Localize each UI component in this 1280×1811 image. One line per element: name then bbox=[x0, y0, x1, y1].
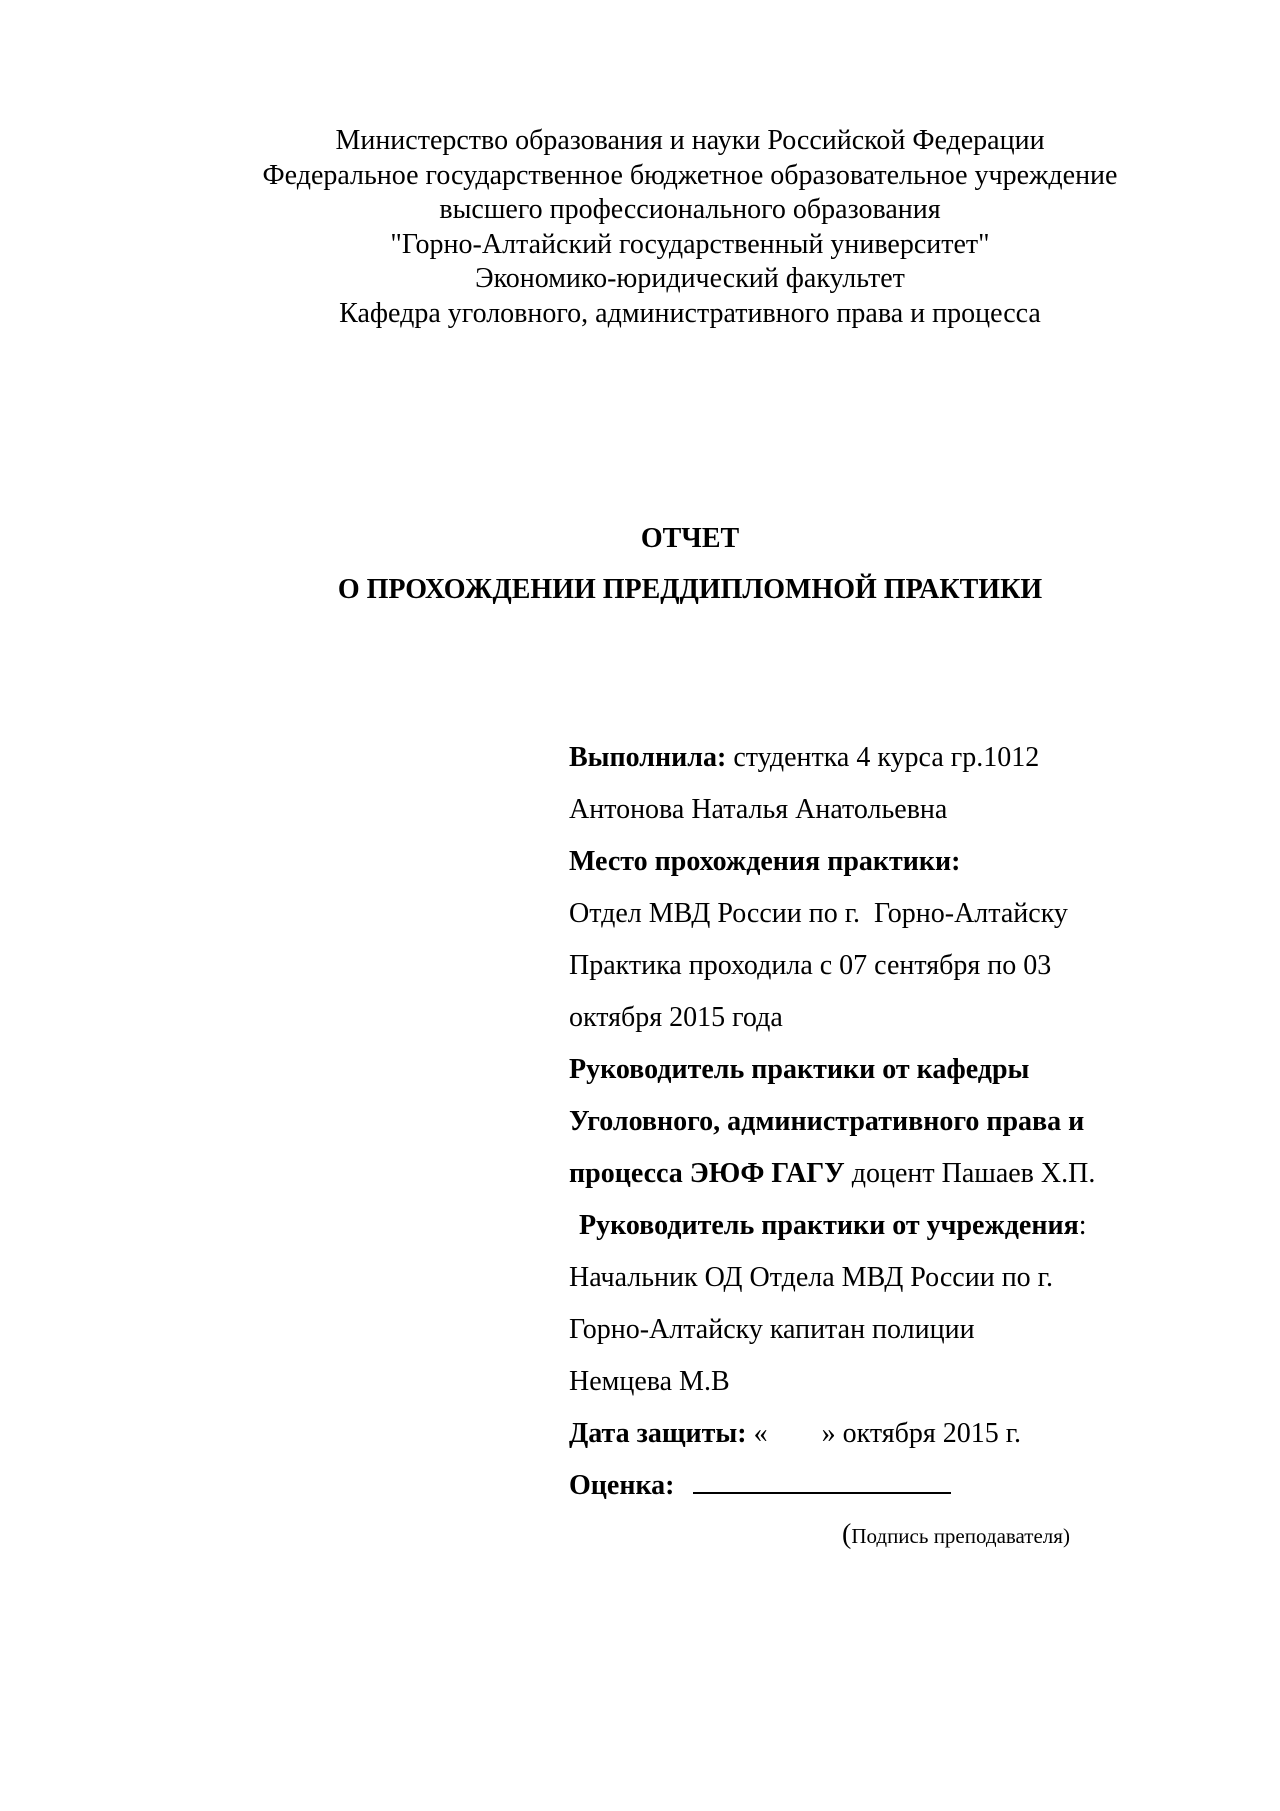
dept-supervisor-line-2: Уголовного, административного права и bbox=[569, 1106, 1085, 1137]
grade-blank-line bbox=[693, 1466, 951, 1494]
report-title: ОТЧЕТ bbox=[640, 523, 740, 554]
defense-value: » октября 2015 г. bbox=[821, 1418, 1022, 1449]
performer-value: студентка 4 курса гр.1012 bbox=[726, 742, 1040, 773]
signature-caption-text: Подпись преподавателя) bbox=[851, 1524, 1070, 1548]
period-line-2: октября 2015 года bbox=[569, 1002, 783, 1033]
dept-supervisor-line-3 bbox=[569, 1148, 1209, 1200]
signature-caption bbox=[842, 1518, 1070, 1553]
performer-label: Выполнила: bbox=[569, 742, 727, 773]
place-value: Отдел МВД России по г. Горно-Алтайску bbox=[569, 898, 1068, 929]
dept-supervisor-dept: процесса ЭЮФ ГАГУ bbox=[569, 1158, 845, 1189]
period-line-1: Практика проходила с 07 сентября по 03 bbox=[569, 950, 1052, 981]
defense-date-line bbox=[569, 1408, 1209, 1460]
grade-label: Оценка: bbox=[569, 1470, 675, 1501]
defense-label: Дата защиты: bbox=[569, 1418, 747, 1449]
org-supervisor-colon: : bbox=[1078, 1210, 1087, 1241]
header-line-faculty: Экономико-юридический факультет bbox=[475, 263, 905, 294]
student-name: Антонова Наталья Анатольевна bbox=[569, 794, 948, 825]
header-line-department: Кафедра уголовного, административного права и процесса bbox=[339, 297, 1041, 329]
header-line-university: "Горно-Алтайский государственный университет" bbox=[390, 228, 990, 260]
report-details bbox=[569, 732, 1209, 1512]
org-supervisor-label: Руководитель практики от учреждения bbox=[579, 1210, 1079, 1241]
grade-line bbox=[569, 1460, 1209, 1512]
report-subtitle: О ПРОХОЖДЕНИИ ПРЕДДИПЛОМНОЙ ПРАКТИКИ bbox=[337, 574, 1043, 605]
header-line-education-level: высшего профессионального образования bbox=[439, 194, 941, 225]
org-supervisor-line-1: Начальник ОД Отдела МВД России по г. bbox=[569, 1262, 1053, 1293]
org-supervisor-line-2: Горно-Алтайску капитан полиции bbox=[569, 1314, 975, 1345]
performer-line bbox=[569, 732, 1209, 784]
org-supervisor-line-3: Немцева М.В bbox=[569, 1366, 730, 1397]
dept-supervisor-name: доцент Пашаев Х.П. bbox=[844, 1158, 1096, 1189]
defense-open-quote: « bbox=[746, 1418, 768, 1449]
header-line-institution-type: Федеральное государственное бюджетное образовательное учреждение bbox=[262, 159, 1118, 191]
header-line-ministry: Министерство образования и науки Российской Федерации bbox=[335, 125, 1045, 156]
place-label: Место прохождения практики: bbox=[569, 846, 961, 877]
org-supervisor-label-line bbox=[569, 1200, 1209, 1252]
institution-header bbox=[160, 124, 1220, 331]
signature-open-paren: ( bbox=[842, 1519, 852, 1550]
dept-supervisor-line-1: Руководитель практики от кафедры bbox=[569, 1054, 1030, 1085]
